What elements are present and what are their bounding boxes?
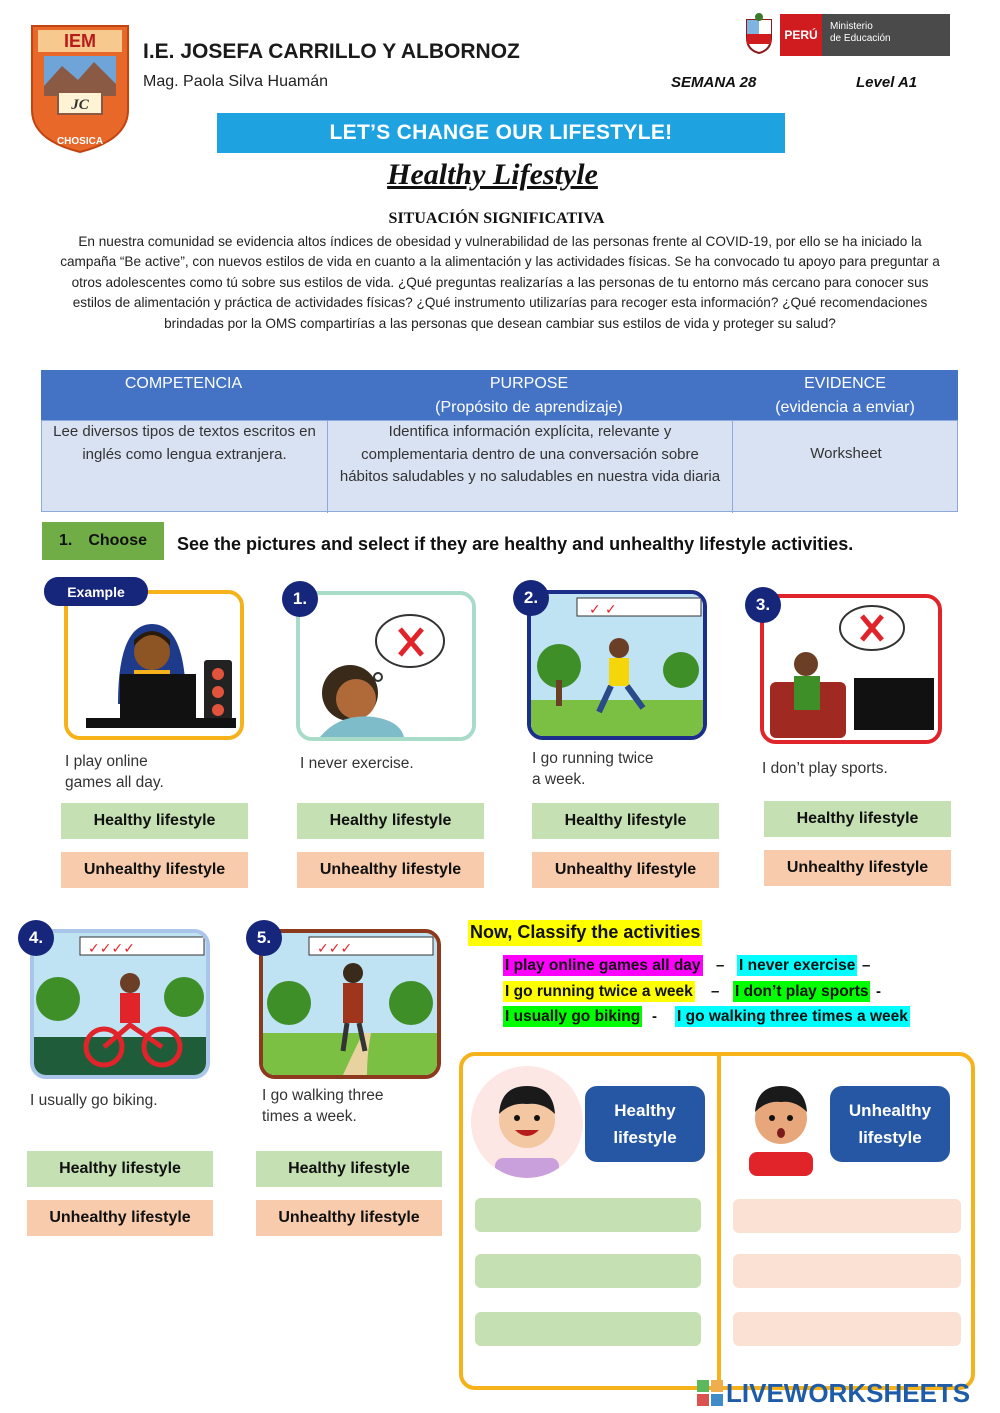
chip-go-running[interactable]: I go running twice a week	[505, 983, 693, 1000]
caption-1: I never exercise.	[300, 755, 414, 772]
gamer-at-computer-illustration	[68, 594, 240, 736]
chip-separator: –	[711, 983, 720, 1000]
cell-purpose: Identifica información explícita, relevante y complementaria dentro de una conversación sobre hábitos saludables y no saludables en nuestra vida diaria	[339, 423, 721, 485]
person-running-park-illustration	[531, 594, 703, 736]
chip-go-walking[interactable]: I go walking three times a week	[677, 1008, 908, 1025]
number-badge-1: 1.	[282, 581, 318, 617]
unhealthy-option-2[interactable]: Unhealthy lifestyle	[532, 852, 719, 888]
example-picture-card	[64, 590, 244, 740]
chip-separator: –	[862, 957, 871, 974]
ministry-logo: PERÚ Ministerio de Educación	[742, 12, 950, 58]
unhealthy-option-4[interactable]: Unhealthy lifestyle	[27, 1200, 213, 1236]
table-header-row	[41, 370, 958, 420]
teacher-name: Mag. Paola Silva Huamán	[143, 73, 328, 90]
svg-text:JC: JC	[71, 97, 89, 113]
level-label: Level A1	[856, 74, 918, 91]
liveworksheets-logo	[697, 1378, 970, 1408]
svg-text:✓: ✓	[589, 601, 601, 617]
week-label: SEMANA 28	[671, 74, 757, 91]
picture-card-4	[30, 929, 210, 1079]
unhealthy-drop-slot-3[interactable]	[733, 1312, 961, 1346]
number-badge-3: 3.	[745, 587, 781, 623]
person-biking-illustration	[34, 933, 206, 1075]
chip-separator: –	[716, 957, 725, 974]
classify-heading: Now, Classify the activities	[468, 920, 702, 946]
unhealthy-option-3[interactable]: Unhealthy lifestyle	[764, 850, 951, 886]
picture-card-1	[296, 591, 476, 741]
healthy-column-title: Healthy lifestyle	[585, 1086, 705, 1162]
happy-boy-avatar	[471, 1066, 583, 1178]
lifestyle-banner: LET’S CHANGE OUR LIFESTYLE!	[217, 113, 785, 153]
number-badge-5: 5.	[246, 920, 282, 956]
school-name: I.E. JOSEFA CARRILLO Y ALBORNOZ	[143, 40, 520, 63]
chip-never-exercise[interactable]: I never exercise	[739, 957, 856, 974]
cell-competencia: Lee diversos tipos de textos escritos en inglés como lengua extranjera.	[53, 423, 316, 463]
liveworksheets-icon	[697, 1380, 723, 1406]
healthy-drop-slot-2[interactable]	[475, 1254, 701, 1288]
unhealthy-option-5[interactable]: Unhealthy lifestyle	[256, 1200, 442, 1236]
caption-2: I go running twice a week.	[532, 750, 654, 788]
svg-text:✓✓✓✓: ✓✓✓✓	[88, 940, 135, 956]
liveworksheets-brand: LIVEWORKSHEETS	[726, 1377, 971, 1408]
situation-text: En nuestra comunidad se evidencia altos índices de obesidad y vulnerabilidad de las personas frente al COVID-19, por ello se ha iniciado la campaña “Be active”, con nuevos estilos de vida en cuanto a la alimentación y las actividades físicas. Se ha convocado tu apoyo para preguntar a otros adolescentes como tú sobre sus estilos de vida. ¿Qué preguntas realizarías a las personas de tu entorno más cercano para conocer sus estilos de alimentación y práctica de actividades físicas? ¿Qué instrumento utilizarías para recoger esta información? ¿Qué recomendaciones brindadas por la OMS compartirías a las personas que desean cambiar sus estilos de vida y proteger su salud?	[60, 234, 940, 331]
situation-heading: SITUACIÓN SIGNIFICATIVA	[388, 210, 605, 227]
svg-text:✓✓✓: ✓✓✓	[317, 940, 353, 956]
header-competencia: COMPETENCIA	[124, 375, 243, 392]
healthy-option-1[interactable]: Healthy lifestyle	[297, 803, 484, 839]
coat-of-arms-icon	[742, 12, 776, 54]
healthy-option-2[interactable]: Healthy lifestyle	[532, 803, 719, 839]
healthy-option-5[interactable]: Healthy lifestyle	[256, 1151, 442, 1187]
header-evidence: EVIDENCE (evidencia a enviar)	[775, 375, 915, 416]
classify-board	[459, 1052, 975, 1390]
chip-separator: -	[876, 983, 881, 1000]
person-watching-tv-illustration	[764, 598, 938, 740]
caption-3: I don’t play sports.	[762, 760, 888, 777]
caption-example: I play online games all day.	[65, 753, 164, 791]
person-walking-park-illustration	[263, 933, 437, 1075]
logo-initials: IEM	[63, 31, 97, 51]
header-purpose: PURPOSE (Propósito de aprendizaje)	[435, 375, 623, 416]
picture-card-2	[527, 590, 707, 740]
healthy-drop-slot-3[interactable]	[475, 1312, 701, 1346]
healthy-drop-slot-1[interactable]	[475, 1198, 701, 1232]
school-logo	[28, 22, 132, 154]
chip-dont-play-sports[interactable]: I don’t play sports	[735, 983, 869, 1000]
chip-go-biking[interactable]: I usually go biking	[505, 1008, 641, 1025]
unhealthy-column-title: Unhealthy lifestyle	[830, 1086, 950, 1162]
page-title: Healthy Lifestyle	[387, 158, 598, 191]
activity-badge: 1. Choose	[42, 522, 164, 560]
picture-card-5	[259, 929, 441, 1079]
person-thinking-no-exercise-illustration	[300, 595, 472, 737]
example-badge: Example	[44, 577, 148, 606]
chip-separator: -	[652, 1008, 657, 1025]
caption-5: I go walking three times a week.	[262, 1087, 384, 1125]
healthy-option-3[interactable]: Healthy lifestyle	[764, 801, 951, 837]
worried-boy-avatar	[731, 1070, 831, 1176]
svg-text:CHOSICA: CHOSICA	[56, 136, 104, 147]
unhealthy-option-1[interactable]: Unhealthy lifestyle	[297, 852, 484, 888]
healthy-option-4[interactable]: Healthy lifestyle	[27, 1151, 213, 1187]
caption-4: I usually go biking.	[30, 1092, 158, 1109]
cell-evidence: Worksheet	[810, 445, 882, 462]
number-badge-2: 2.	[513, 580, 549, 616]
unhealthy-drop-slot-1[interactable]	[733, 1199, 961, 1233]
competency-table	[41, 370, 958, 512]
svg-text:✓: ✓	[605, 601, 617, 617]
chip-play-online-games[interactable]: I play online games all day	[505, 957, 701, 974]
activity-instruction: See the pictures and select if they are healthy and unhealthy lifestyle activities.	[177, 534, 854, 554]
unhealthy-drop-slot-2[interactable]	[733, 1254, 961, 1288]
healthy-option-example[interactable]: Healthy lifestyle	[61, 803, 248, 839]
unhealthy-option-example[interactable]: Unhealthy lifestyle	[61, 852, 248, 888]
number-badge-4: 4.	[18, 920, 54, 956]
table-row	[41, 420, 958, 512]
picture-card-3	[760, 594, 942, 744]
